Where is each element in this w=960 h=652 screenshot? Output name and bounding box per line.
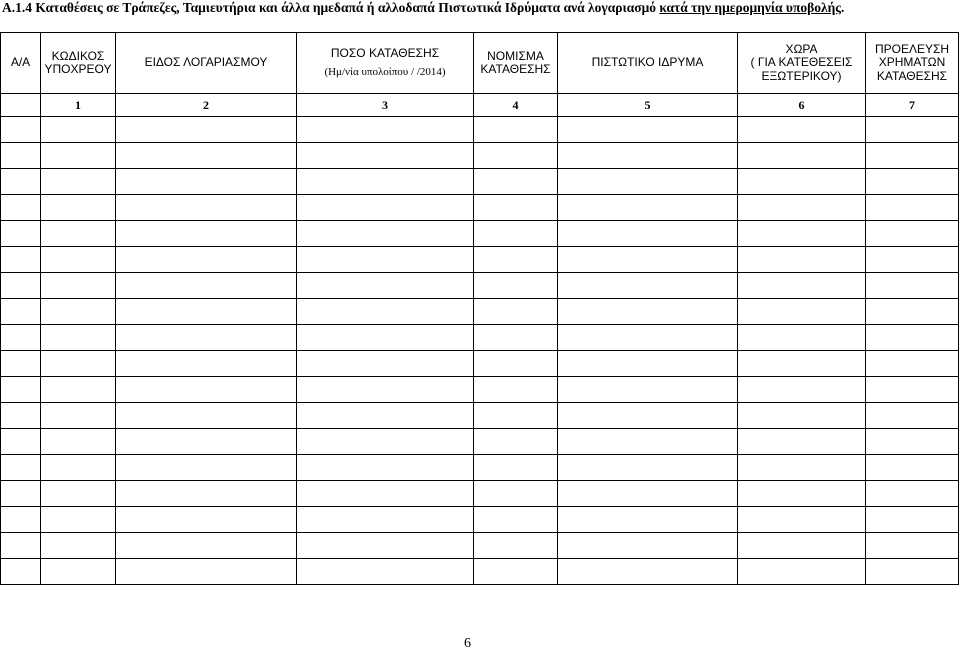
table-cell[interactable] — [866, 221, 959, 247]
table-row — [1, 195, 959, 221]
table-cell[interactable] — [1, 481, 41, 507]
table-cell[interactable] — [1, 195, 41, 221]
table-row — [1, 143, 959, 169]
table-cell[interactable] — [1, 143, 41, 169]
table-cell[interactable] — [474, 429, 558, 455]
table-cell[interactable] — [866, 377, 959, 403]
table-cell[interactable] — [297, 117, 474, 143]
table-cell[interactable] — [41, 221, 116, 247]
table-cell[interactable] — [558, 481, 738, 507]
table-cell[interactable] — [738, 221, 866, 247]
table-cell[interactable] — [866, 169, 959, 195]
table-row — [1, 273, 959, 299]
column-number: 1 — [41, 94, 116, 117]
table-cell[interactable] — [297, 299, 474, 325]
table-cell[interactable] — [558, 403, 738, 429]
table-cell[interactable] — [866, 481, 959, 507]
table-cell[interactable] — [41, 377, 116, 403]
table-cell[interactable] — [866, 195, 959, 221]
table-cell[interactable] — [1, 377, 41, 403]
table-cell[interactable] — [558, 325, 738, 351]
table-cell[interactable] — [738, 299, 866, 325]
table-cell[interactable] — [866, 299, 959, 325]
table-cell[interactable] — [866, 559, 959, 585]
table-cell[interactable] — [474, 117, 558, 143]
table-cell[interactable] — [474, 377, 558, 403]
header-balance-date: (Ημ/νία υπολοίπου / /2014) — [324, 66, 446, 78]
table-cell[interactable] — [558, 117, 738, 143]
table-cell[interactable] — [866, 507, 959, 533]
column-number: 4 — [474, 94, 558, 117]
table-cell[interactable] — [558, 273, 738, 299]
table-cell[interactable] — [738, 507, 866, 533]
table-cell[interactable] — [297, 143, 474, 169]
table-cell[interactable] — [1, 221, 41, 247]
table-cell[interactable] — [558, 559, 738, 585]
table-cell[interactable] — [558, 143, 738, 169]
table-cell[interactable] — [474, 455, 558, 481]
table-cell[interactable] — [297, 533, 474, 559]
table-row — [1, 533, 959, 559]
table-cell[interactable] — [866, 117, 959, 143]
table-cell[interactable] — [738, 325, 866, 351]
table-row — [1, 325, 959, 351]
table-row — [1, 351, 959, 377]
title-underlined: κατά την ημερομηνία υποβολής — [659, 0, 841, 15]
table-cell[interactable] — [558, 221, 738, 247]
table-cell[interactable] — [1, 299, 41, 325]
table-cell[interactable] — [116, 325, 297, 351]
table-cell[interactable] — [116, 247, 297, 273]
table-cell[interactable] — [558, 455, 738, 481]
table-cell[interactable] — [1, 351, 41, 377]
table-cell[interactable] — [41, 169, 116, 195]
table-cell[interactable] — [738, 169, 866, 195]
table-cell[interactable] — [558, 507, 738, 533]
table-cell[interactable] — [297, 221, 474, 247]
title-main: Α.1.4 Καταθέσεις σε Τράπεζες, Ταμιευτήρια και άλλα ημεδαπά ή αλλοδαπά Πιστωτικά Ιδρύματα ανά λογαριασμό — [2, 0, 660, 15]
header-country: ΧΩΡΑ ( ΓΙΑ ΚΑΤΕΘΕΣΕΙΣ ΕΞΩΤΕΡΙΚΟΥ) — [738, 33, 866, 94]
table-cell[interactable] — [116, 169, 297, 195]
table-cell[interactable] — [41, 351, 116, 377]
table-cell[interactable] — [41, 117, 116, 143]
table-cell[interactable] — [474, 481, 558, 507]
table-cell[interactable] — [474, 195, 558, 221]
table-cell[interactable] — [474, 299, 558, 325]
table-row — [1, 117, 959, 143]
table-row — [1, 377, 959, 403]
table-cell[interactable] — [116, 403, 297, 429]
table-cell[interactable] — [297, 481, 474, 507]
table-cell[interactable] — [738, 559, 866, 585]
column-number: 3 — [297, 94, 474, 117]
table-row — [1, 507, 959, 533]
table-cell[interactable] — [474, 273, 558, 299]
table-cell[interactable] — [116, 377, 297, 403]
table-cell[interactable] — [558, 247, 738, 273]
column-number: 7 — [866, 94, 959, 117]
table-cell[interactable] — [1, 273, 41, 299]
table-cell[interactable] — [1, 325, 41, 351]
table-cell[interactable] — [866, 325, 959, 351]
table-cell[interactable] — [866, 273, 959, 299]
table-cell[interactable] — [41, 273, 116, 299]
table-cell[interactable] — [866, 143, 959, 169]
table-row — [1, 299, 959, 325]
table-row — [1, 481, 959, 507]
table-cell[interactable] — [866, 403, 959, 429]
header-credit-institution: ΠΙΣΤΩΤΙΚΟ ΙΔΡΥΜΑ — [558, 33, 738, 94]
table-cell[interactable] — [41, 429, 116, 455]
table-cell[interactable] — [738, 117, 866, 143]
table-cell[interactable] — [738, 377, 866, 403]
table-cell[interactable] — [41, 507, 116, 533]
header-account-type: ΕΙΔΟΣ ΛΟΓΑΡΙΑΣΜΟΥ — [116, 33, 297, 94]
table-cell[interactable] — [738, 247, 866, 273]
title-end: . — [840, 0, 845, 15]
table-cell[interactable] — [297, 351, 474, 377]
table-cell[interactable] — [1, 455, 41, 481]
table-cell[interactable] — [474, 325, 558, 351]
table-cell[interactable] — [738, 455, 866, 481]
table-cell[interactable] — [558, 377, 738, 403]
table-cell[interactable] — [866, 247, 959, 273]
table-cell[interactable] — [1, 559, 41, 585]
table-cell[interactable] — [558, 169, 738, 195]
table-cell[interactable] — [41, 533, 116, 559]
table-cell[interactable] — [116, 351, 297, 377]
table-cell[interactable] — [474, 351, 558, 377]
table-cell[interactable] — [1, 533, 41, 559]
column-number: 6 — [738, 94, 866, 117]
table-cell[interactable] — [1, 403, 41, 429]
table-row — [1, 247, 959, 273]
header-aa: Α/Α — [1, 33, 41, 94]
table-cell[interactable] — [558, 299, 738, 325]
table-cell[interactable] — [558, 351, 738, 377]
header-currency: ΝΟΜΙΣΜΑ ΚΑΤΑΘΕΣΗΣ — [474, 33, 558, 94]
table-cell[interactable] — [41, 195, 116, 221]
table-cell[interactable] — [116, 273, 297, 299]
table-cell[interactable] — [558, 429, 738, 455]
page-number: 6 — [464, 636, 471, 651]
table-row — [1, 403, 959, 429]
header-origin-of-funds: ΠΡΟΕΛΕΥΣΗ ΧΡΗΜΑΤΩΝ ΚΑΤΑΘΕΣΗΣ — [866, 33, 959, 94]
table-cell[interactable] — [116, 507, 297, 533]
table-cell[interactable] — [116, 221, 297, 247]
table-cell[interactable] — [474, 533, 558, 559]
table-cell[interactable] — [41, 143, 116, 169]
table-cell[interactable] — [116, 481, 297, 507]
table-cell[interactable] — [866, 533, 959, 559]
table-cell[interactable] — [41, 403, 116, 429]
table-cell[interactable] — [558, 533, 738, 559]
deposits-table — [0, 32, 959, 585]
table-row — [1, 455, 959, 481]
table-cell[interactable] — [297, 273, 474, 299]
table-cell[interactable] — [738, 533, 866, 559]
table-cell[interactable] — [41, 325, 116, 351]
table-cell[interactable] — [116, 533, 297, 559]
header-row — [1, 33, 959, 94]
table-row — [1, 169, 959, 195]
table-cell[interactable] — [1, 507, 41, 533]
table-row — [1, 429, 959, 455]
table-cell[interactable] — [297, 403, 474, 429]
table-cell[interactable] — [1, 429, 41, 455]
table-cell[interactable] — [297, 455, 474, 481]
table-cell[interactable] — [866, 429, 959, 455]
table-cell[interactable] — [116, 299, 297, 325]
column-number — [1, 94, 41, 117]
table-cell[interactable] — [297, 429, 474, 455]
table-cell[interactable] — [1, 247, 41, 273]
table-cell[interactable] — [116, 455, 297, 481]
header-obligor-code: ΚΩΔΙΚΟΣ ΥΠΟΧΡΕΟΥ — [41, 33, 116, 94]
table-cell[interactable] — [41, 481, 116, 507]
column-number: 2 — [116, 94, 297, 117]
table-cell[interactable] — [297, 325, 474, 351]
table-cell[interactable] — [41, 247, 116, 273]
table-cell[interactable] — [41, 559, 116, 585]
table-cell[interactable] — [297, 377, 474, 403]
table-cell[interactable] — [474, 507, 558, 533]
table-row — [1, 559, 959, 585]
column-number-row — [1, 94, 959, 117]
table-cell[interactable] — [738, 403, 866, 429]
table-cell[interactable] — [297, 507, 474, 533]
table-cell[interactable] — [1, 169, 41, 195]
table-cell[interactable] — [297, 195, 474, 221]
column-number: 5 — [558, 94, 738, 117]
table-row — [1, 221, 959, 247]
table-cell[interactable] — [738, 273, 866, 299]
table-cell[interactable] — [116, 195, 297, 221]
table-cell[interactable] — [866, 351, 959, 377]
table-cell[interactable] — [116, 143, 297, 169]
table-cell[interactable] — [474, 403, 558, 429]
table-cell[interactable] — [474, 559, 558, 585]
table-cell[interactable] — [41, 455, 116, 481]
table-cell[interactable] — [41, 299, 116, 325]
table-cell[interactable] — [738, 351, 866, 377]
table-cell[interactable] — [297, 169, 474, 195]
table-cell[interactable] — [474, 143, 558, 169]
table-cell[interactable] — [866, 455, 959, 481]
table-cell[interactable] — [116, 559, 297, 585]
header-deposit-amount: ΠΟΣΟ ΚΑΤΑΘΕΣΗΣ (Ημ/νία υπολοίπου / /2014) — [297, 33, 474, 94]
table-cell[interactable] — [116, 117, 297, 143]
page-title — [2, 0, 844, 16]
table-cell[interactable] — [474, 247, 558, 273]
table-cell[interactable] — [474, 221, 558, 247]
table-cell[interactable] — [116, 429, 297, 455]
table-cell[interactable] — [474, 169, 558, 195]
table-cell[interactable] — [738, 481, 866, 507]
table-cell[interactable] — [558, 195, 738, 221]
table-cell[interactable] — [738, 143, 866, 169]
table-cell[interactable] — [297, 559, 474, 585]
table-cell[interactable] — [738, 429, 866, 455]
table-cell[interactable] — [1, 117, 41, 143]
table-cell[interactable] — [297, 247, 474, 273]
table-cell[interactable] — [738, 195, 866, 221]
